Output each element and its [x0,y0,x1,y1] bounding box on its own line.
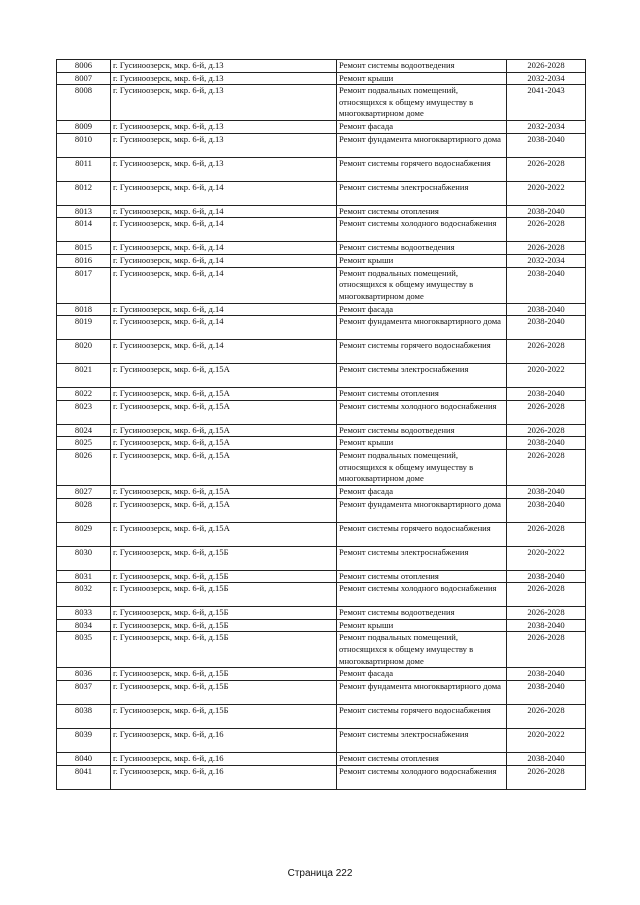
address-cell: г. Гусиноозерск, мкр. 6-й, д.15Б [111,619,337,632]
address-cell: г. Гусиноозерск, мкр. 6-й, д.15Б [111,583,337,607]
row-number-cell: 8014 [57,218,111,242]
work-type-cell: Ремонт системы электроснабжения [337,181,507,205]
period-cell: 2038-2040 [507,388,586,401]
row-number-cell: 8034 [57,619,111,632]
repair-schedule-table [56,59,586,790]
table-row [57,728,586,752]
address-cell: г. Гусиноозерск, мкр. 6-й, д.13 [111,60,337,73]
row-number-cell: 8028 [57,498,111,522]
address-cell: г. Гусиноозерск, мкр. 6-й, д.15Б [111,607,337,620]
row-number-cell: 8023 [57,400,111,424]
row-number-cell: 8041 [57,765,111,789]
row-number-cell: 8008 [57,85,111,121]
row-number-cell: 8033 [57,607,111,620]
period-cell: 2026-2028 [507,400,586,424]
table-row [57,632,586,668]
work-type-cell: Ремонт крыши [337,72,507,85]
row-number-cell: 8036 [57,668,111,681]
work-type-cell: Ремонт фасада [337,668,507,681]
row-number-cell: 8025 [57,437,111,450]
work-type-cell: Ремонт фасада [337,485,507,498]
table-row [57,60,586,73]
address-cell: г. Гусиноозерск, мкр. 6-й, д.15А [111,485,337,498]
table-row [57,121,586,134]
period-cell: 2038-2040 [507,267,586,303]
table-row [57,181,586,205]
period-cell: 2020-2022 [507,364,586,388]
work-type-cell: Ремонт крыши [337,437,507,450]
work-type-cell: Ремонт системы водоотведения [337,242,507,255]
row-number-cell: 8017 [57,267,111,303]
work-type-cell: Ремонт системы отопления [337,388,507,401]
address-cell: г. Гусиноозерск, мкр. 6-й, д.14 [111,316,337,340]
address-cell: г. Гусиноозерск, мкр. 6-й, д.15А [111,522,337,546]
table-row [57,133,586,157]
address-cell: г. Гусиноозерск, мкр. 6-й, д.16 [111,752,337,765]
address-cell: г. Гусиноозерск, мкр. 6-й, д.15Б [111,546,337,570]
work-type-cell: Ремонт крыши [337,619,507,632]
address-cell: г. Гусиноозерск, мкр. 6-й, д.14 [111,303,337,316]
period-cell: 2038-2040 [507,668,586,681]
table-row [57,400,586,424]
work-type-cell: Ремонт системы горячего водоснабжения [337,522,507,546]
period-cell: 2038-2040 [507,498,586,522]
row-number-cell: 8006 [57,60,111,73]
table-row [57,765,586,789]
work-type-cell: Ремонт системы холодного водоснабжения [337,400,507,424]
row-number-cell: 8026 [57,449,111,485]
table-row [57,303,586,316]
address-cell: г. Гусиноозерск, мкр. 6-й, д.14 [111,205,337,218]
period-cell: 2026-2028 [507,704,586,728]
work-type-cell: Ремонт подвальных помещений, относящихся к общему имуществу в многоквартирном доме [337,267,507,303]
row-number-cell: 8038 [57,704,111,728]
table-row [57,437,586,450]
address-cell: г. Гусиноозерск, мкр. 6-й, д.15Б [111,632,337,668]
work-type-cell: Ремонт системы отопления [337,752,507,765]
address-cell: г. Гусиноозерск, мкр. 6-й, д.14 [111,181,337,205]
work-type-cell: Ремонт системы водоотведения [337,607,507,620]
table-row [57,680,586,704]
address-cell: г. Гусиноозерск, мкр. 6-й, д.15Б [111,570,337,583]
work-type-cell: Ремонт системы отопления [337,570,507,583]
table-row [57,340,586,364]
row-number-cell: 8007 [57,72,111,85]
row-number-cell: 8013 [57,205,111,218]
work-type-cell: Ремонт крыши [337,254,507,267]
work-type-cell: Ремонт подвальных помещений, относящихся к общему имуществу в многоквартирном доме [337,449,507,485]
period-cell: 2020-2022 [507,181,586,205]
page-number: Страница 222 [287,868,353,879]
period-cell: 2026-2028 [507,242,586,255]
table-row [57,254,586,267]
period-cell: 2038-2040 [507,570,586,583]
table-row [57,364,586,388]
row-number-cell: 8022 [57,388,111,401]
work-type-cell: Ремонт системы водоотведения [337,424,507,437]
address-cell: г. Гусиноозерск, мкр. 6-й, д.13 [111,157,337,181]
row-number-cell: 8016 [57,254,111,267]
work-type-cell: Ремонт фундамента многоквартирного дома [337,316,507,340]
period-cell: 2038-2040 [507,303,586,316]
table-row [57,85,586,121]
table-row [57,267,586,303]
table-row [57,485,586,498]
work-type-cell: Ремонт фундамента многоквартирного дома [337,680,507,704]
work-type-cell: Ремонт системы холодного водоснабжения [337,583,507,607]
period-cell: 2038-2040 [507,437,586,450]
work-type-cell: Ремонт системы электроснабжения [337,364,507,388]
row-number-cell: 8039 [57,728,111,752]
period-cell: 2038-2040 [507,133,586,157]
table-row [57,668,586,681]
work-type-cell: Ремонт системы горячего водоснабжения [337,157,507,181]
table-row [57,157,586,181]
address-cell: г. Гусиноозерск, мкр. 6-й, д.14 [111,267,337,303]
work-type-cell: Ремонт системы отопления [337,205,507,218]
row-number-cell: 8040 [57,752,111,765]
work-type-cell: Ремонт подвальных помещений, относящихся к общему имуществу в многоквартирном доме [337,632,507,668]
table-row [57,704,586,728]
period-cell: 2038-2040 [507,680,586,704]
address-cell: г. Гусиноозерск, мкр. 6-й, д.15А [111,424,337,437]
row-number-cell: 8029 [57,522,111,546]
address-cell: г. Гусиноозерск, мкр. 6-й, д.15А [111,388,337,401]
address-cell: г. Гусиноозерск, мкр. 6-й, д.14 [111,340,337,364]
address-cell: г. Гусиноозерск, мкр. 6-й, д.15Б [111,668,337,681]
address-cell: г. Гусиноозерск, мкр. 6-й, д.14 [111,242,337,255]
period-cell: 2026-2028 [507,765,586,789]
period-cell: 2038-2040 [507,619,586,632]
row-number-cell: 8009 [57,121,111,134]
table-body [57,60,586,790]
address-cell: г. Гусиноозерск, мкр. 6-й, д.16 [111,728,337,752]
table-row [57,498,586,522]
period-cell: 2032-2034 [507,254,586,267]
period-cell: 2038-2040 [507,316,586,340]
address-cell: г. Гусиноозерск, мкр. 6-й, д.13 [111,121,337,134]
row-number-cell: 8031 [57,570,111,583]
table-row [57,449,586,485]
period-cell: 2026-2028 [507,583,586,607]
period-cell: 2026-2028 [507,218,586,242]
row-number-cell: 8011 [57,157,111,181]
period-cell: 2026-2028 [507,157,586,181]
period-cell: 2032-2034 [507,72,586,85]
work-type-cell: Ремонт подвальных помещений, относящихся к общему имуществу в многоквартирном доме [337,85,507,121]
work-type-cell: Ремонт системы горячего водоснабжения [337,704,507,728]
row-number-cell: 8035 [57,632,111,668]
table-row [57,752,586,765]
period-cell: 2026-2028 [507,424,586,437]
work-type-cell: Ремонт фасада [337,121,507,134]
period-cell: 2026-2028 [507,522,586,546]
period-cell: 2026-2028 [507,340,586,364]
address-cell: г. Гусиноозерск, мкр. 6-й, д.15Б [111,704,337,728]
work-type-cell: Ремонт системы электроснабжения [337,546,507,570]
work-type-cell: Ремонт системы холодного водоснабжения [337,218,507,242]
period-cell: 2026-2028 [507,632,586,668]
row-number-cell: 8015 [57,242,111,255]
period-cell: 2020-2022 [507,728,586,752]
work-type-cell: Ремонт фундамента многоквартирного дома [337,498,507,522]
table-row [57,242,586,255]
table-row [57,583,586,607]
work-type-cell: Ремонт системы холодного водоснабжения [337,765,507,789]
row-number-cell: 8010 [57,133,111,157]
period-cell: 2032-2034 [507,121,586,134]
address-cell: г. Гусиноозерск, мкр. 6-й, д.13 [111,72,337,85]
address-cell: г. Гусиноозерск, мкр. 6-й, д.15А [111,364,337,388]
row-number-cell: 8024 [57,424,111,437]
address-cell: г. Гусиноозерск, мкр. 6-й, д.14 [111,254,337,267]
table-row [57,388,586,401]
work-type-cell: Ремонт системы электроснабжения [337,728,507,752]
address-cell: г. Гусиноозерск, мкр. 6-й, д.16 [111,765,337,789]
row-number-cell: 8021 [57,364,111,388]
table-row [57,619,586,632]
row-number-cell: 8027 [57,485,111,498]
period-cell: 2038-2040 [507,485,586,498]
address-cell: г. Гусиноозерск, мкр. 6-й, д.15А [111,449,337,485]
address-cell: г. Гусиноозерск, мкр. 6-й, д.14 [111,218,337,242]
row-number-cell: 8037 [57,680,111,704]
row-number-cell: 8030 [57,546,111,570]
work-type-cell: Ремонт системы водоотведения [337,60,507,73]
period-cell: 2026-2028 [507,607,586,620]
period-cell: 2026-2028 [507,60,586,73]
address-cell: г. Гусиноозерск, мкр. 6-й, д.13 [111,133,337,157]
table-row [57,72,586,85]
work-type-cell: Ремонт фундамента многоквартирного дома [337,133,507,157]
table-row [57,424,586,437]
address-cell: г. Гусиноозерск, мкр. 6-й, д.13 [111,85,337,121]
address-cell: г. Гусиноозерск, мкр. 6-й, д.15А [111,400,337,424]
work-type-cell: Ремонт фасада [337,303,507,316]
address-cell: г. Гусиноозерск, мкр. 6-й, д.15А [111,498,337,522]
page-footer [0,868,640,879]
address-cell: г. Гусиноозерск, мкр. 6-й, д.15Б [111,680,337,704]
period-cell: 2038-2040 [507,205,586,218]
table-row [57,546,586,570]
work-type-cell: Ремонт системы горячего водоснабжения [337,340,507,364]
address-cell: г. Гусиноозерск, мкр. 6-й, д.15А [111,437,337,450]
table-row [57,218,586,242]
table-row [57,570,586,583]
row-number-cell: 8018 [57,303,111,316]
row-number-cell: 8020 [57,340,111,364]
table-row [57,607,586,620]
period-cell: 2041-2043 [507,85,586,121]
table-row [57,522,586,546]
row-number-cell: 8019 [57,316,111,340]
table-row [57,205,586,218]
row-number-cell: 8012 [57,181,111,205]
period-cell: 2026-2028 [507,449,586,485]
period-cell: 2020-2022 [507,546,586,570]
row-number-cell: 8032 [57,583,111,607]
table-row [57,316,586,340]
period-cell: 2038-2040 [507,752,586,765]
